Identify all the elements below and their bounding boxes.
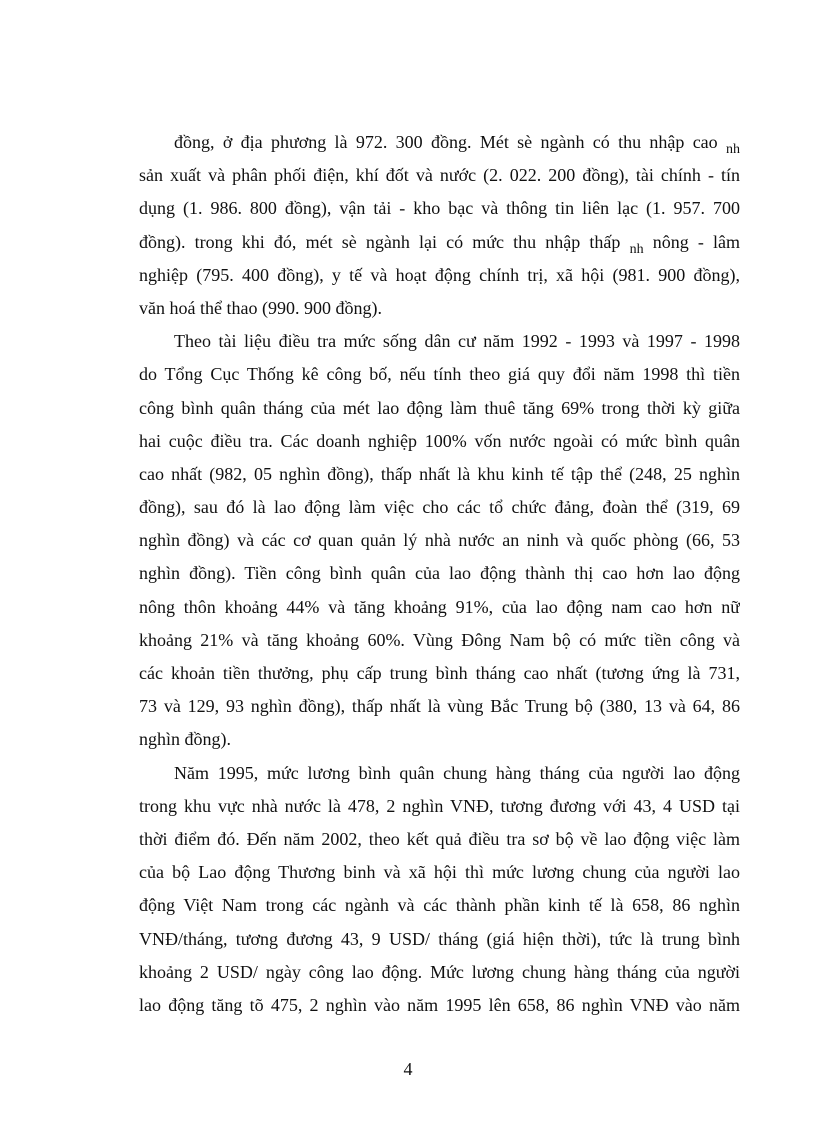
text-line [139,126,740,159]
line-text: khoảng 2 USD/ ngày công lao động. Mức lương chung hàng tháng của người [139,961,740,982]
line-text: trong khu vực nhà nước là 478, 2 nghìn VNĐ, tương đương với 43, 4 USD tại [139,795,740,816]
line-tail: nông - lâm [643,231,740,252]
text-line [139,956,740,989]
text-line [139,458,740,491]
text-line [139,823,740,856]
text-line [139,723,740,756]
text-line [139,226,740,259]
text-line [139,591,740,624]
line-text: các khoản tiền thưởng, phụ cấp trung bình tháng cao nhất (tương ứng là 731, [139,663,740,683]
line-text: công bình quân tháng của mét lao động làm thuê tăng 69% trong thời kỳ giữa [139,397,740,418]
line-text: Năm 1995, mức lương bình quân chung hàng tháng của người lao động [174,762,740,783]
text-line [139,325,740,358]
line-text: Theo tài liệu điều tra mức sống dân cư năm 1992 - 1993 và 1997 - 1998 [174,331,740,352]
line-text: văn hoá thể thao (990. 900 đồng). [139,297,382,318]
line-text: động Việt Nam trong các ngành và các thành phần kinh tế là 658, 86 nghìn [139,895,740,916]
text-line [139,425,740,458]
text-line [139,790,740,823]
text-line [139,856,740,889]
line-text: nông thôn khoảng 44% và tăng khoảng 91%, của lao động nam cao hơn nữ [139,596,740,617]
text-line [139,259,740,292]
line-text: dụng (1. 986. 800 đồng), vận tải - kho bạc và thông tin liên lạc (1. 957. 700 [139,198,740,219]
line-text: nghìn đồng). Tiền công bình quân của lao động thành thị cao hơn lao động [139,563,740,584]
text-line [139,358,740,391]
line-text: đồng). trong khi đó, mét sè ngành lại có mức thu nhập thấp [139,231,630,252]
body-text [139,126,740,1022]
text-line [139,989,740,1022]
line-text: sản xuất và phân phối điện, khí đốt và nước (2. 022. 200 đồng), tài chính - tín [139,165,740,186]
text-line [139,923,740,956]
line-subscript: nh [726,142,740,157]
text-line [139,524,740,557]
text-line [139,192,740,225]
text-line [139,690,740,723]
text-line [139,292,740,325]
line-text: nghiệp (795. 400 đồng), y tế và hoạt động chính trị, xã hội (981. 900 đồng), [139,264,740,285]
line-subscript: nh [629,241,644,257]
text-line [139,657,740,690]
line-text: do Tổng Cục Thống kê công bố, nếu tính theo giá quy đổi năm 1998 thì tiền [139,364,740,385]
line-text: của bộ Lao động Thương binh và xã hội thì mức lương chung của người lao [139,862,740,883]
text-line [139,889,740,922]
text-line [139,392,740,425]
line-text: nghìn đồng) và các cơ quan quản lý nhà nước an ninh và quốc phòng (66, 53 [139,530,740,551]
page-number: 4 [403,1059,413,1079]
line-text: cao nhất (982, 05 nghìn đồng), thấp nhất là khu kinh tế tập thể (248, 25 nghìn [139,463,740,484]
line-text: VNĐ/tháng, tương đương 43, 9 USD/ tháng (giá hiện thời), tức là trung bình [139,928,740,949]
line-text: lao động tăng tõ 475, 2 nghìn vào năm 1995 lên 658, 86 nghìn VNĐ vào năm [139,994,740,1015]
text-line [139,159,740,192]
line-text: khoảng 21% và tăng khoảng 60%. Vùng Đông Nam bộ có mức tiền công và [139,629,740,650]
line-text: đồng, ở địa phương là 972. 300 đồng. Mét sè ngành có thu nhập cao [174,132,726,152]
text-line [139,757,740,790]
line-text: nghìn đồng). [139,729,231,750]
line-text: 73 và 129, 93 nghìn đồng), thấp nhất là vùng Bắc Trung bộ (380, 13 và 64, 86 [139,696,740,717]
text-line [139,624,740,657]
text-line [139,491,740,524]
line-text: đồng), sau đó là lao động làm việc cho các tổ chức đảng, đoàn thể (319, 69 [139,497,740,518]
line-text: thời điểm đó. Đến năm 2002, theo kết quả điều tra sơ bộ về lao động việc làm [139,828,740,849]
line-text: hai cuộc điều tra. Các doanh nghiệp 100% vốn nước ngoài có mức bình quân [139,430,740,451]
text-line [139,557,740,590]
